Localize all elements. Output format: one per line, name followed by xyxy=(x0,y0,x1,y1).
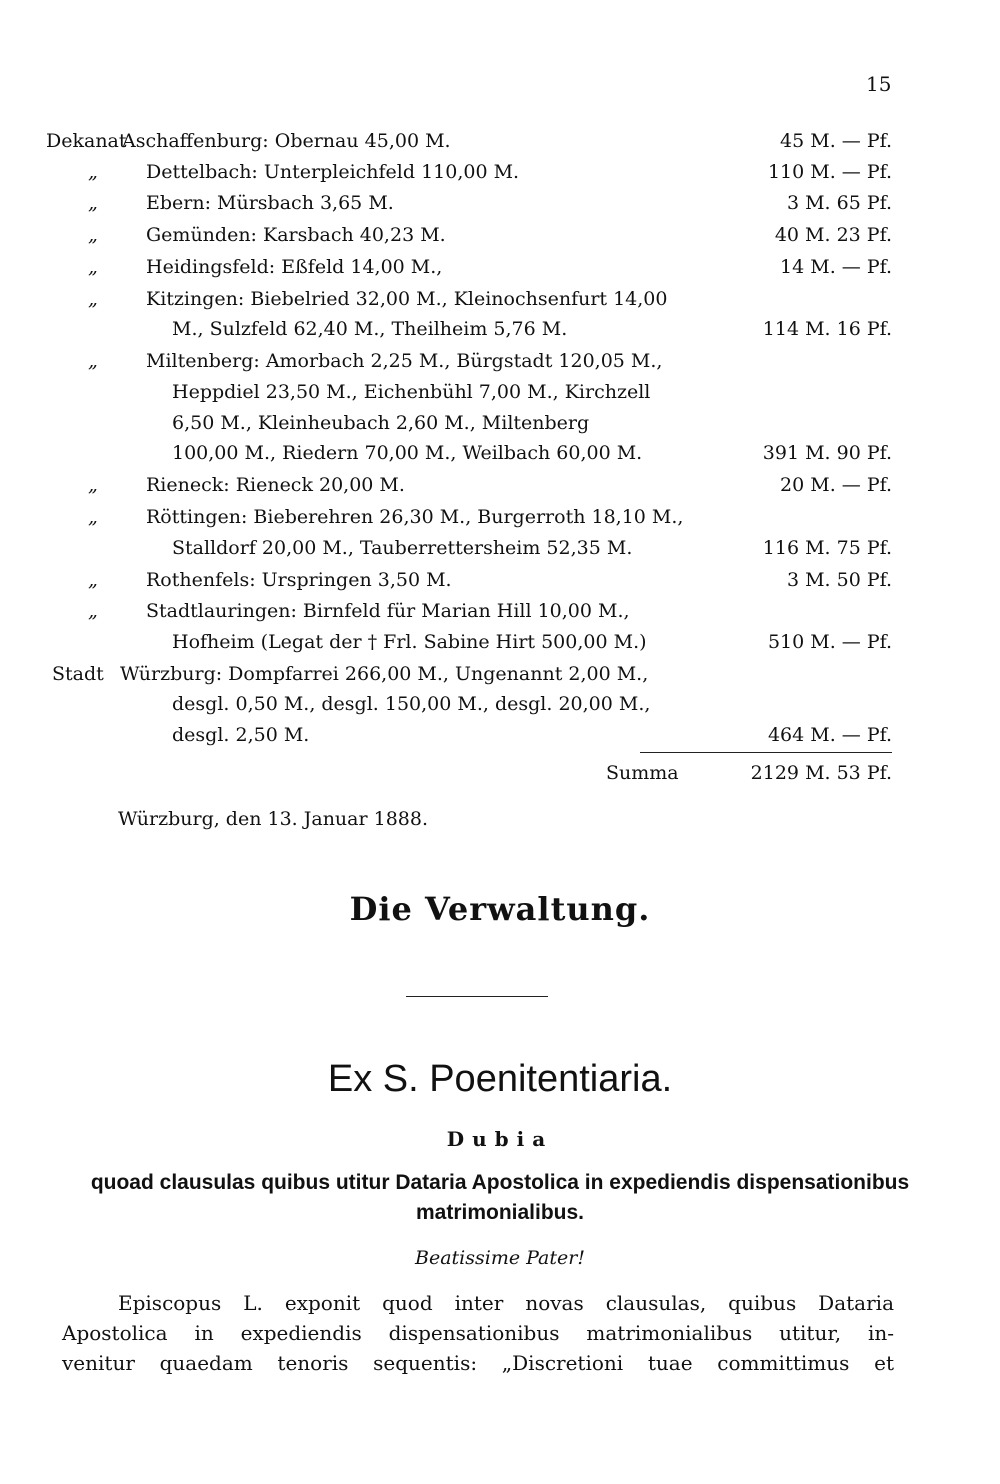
ledger-row xyxy=(0,188,1000,218)
ledger-row-entry: Rieneck: Rieneck 20,00 M. xyxy=(146,474,405,496)
section-divider xyxy=(406,996,548,997)
ledger-row-entry: Stadtlauringen: Birnfeld für Marian Hill 10,00 M., xyxy=(146,600,630,622)
ledger-row-amount: 116 M. 75 Pf. xyxy=(762,537,892,559)
ledger-row-entry: Stalldorf 20,00 M., Tauberrettersheim 52,35 M. xyxy=(172,537,633,559)
ditto-mark: „ xyxy=(88,256,98,278)
ledger-row-entry: Rothenfels: Urspringen 3,50 M. xyxy=(146,569,452,591)
ledger-row xyxy=(0,220,1000,250)
ledger-row-entry: Röttingen: Bieberehren 26,30 M., Burgerroth 18,10 M., xyxy=(146,506,684,528)
ledger-row xyxy=(0,157,1000,187)
ledger-row-entry: 100,00 M., Riedern 70,00 M., Weilbach 60,00 M. xyxy=(172,442,643,464)
ledger-row xyxy=(0,659,1000,689)
page-number: 15 xyxy=(866,72,892,96)
ledger-row-entry: 6,50 M., Kleinheubach 2,60 M., Miltenberg xyxy=(172,412,590,434)
ledger-row-amount: 20 M. — Pf. xyxy=(780,474,892,496)
ledger-row-entry: Gemünden: Karsbach 40,23 M. xyxy=(146,224,446,246)
ledger-row-entry: Heppdiel 23,50 M., Eichenbühl 7,00 M., Kirchzell xyxy=(172,381,651,403)
ledger-row xyxy=(0,596,1000,626)
ledger-row-amount: 510 M. — Pf. xyxy=(767,631,892,653)
ledger-row-amount: 464 M. — Pf. xyxy=(767,724,892,746)
ledger-row xyxy=(0,565,1000,595)
ledger-row-amount: 3 M. 65 Pf. xyxy=(786,192,892,214)
ledger-row-amount: 3 M. 50 Pf. xyxy=(786,569,892,591)
ditto-mark: „ xyxy=(88,350,98,372)
ledger-row xyxy=(0,346,1000,376)
salutation: Beatissime Pater! xyxy=(415,1247,585,1269)
ledger-row-entry: Würzburg: Dompfarrei 266,00 M., Ungenannt 2,00 M., xyxy=(120,663,649,685)
ledger-row-label: Stadt xyxy=(52,663,104,685)
ditto-mark: „ xyxy=(88,288,98,310)
ledger-row-label: Dekanat xyxy=(46,130,127,152)
subtitle: quoad clausulas quibus utitur Dataria Apostolica in expediendis dispensationibus matrimonialibus. xyxy=(90,1171,910,1224)
ledger-row-amount: 391 M. 90 Pf. xyxy=(762,442,892,464)
sum-row xyxy=(0,758,1000,788)
ledger-row-entry: Ebern: Mürsbach 3,65 M. xyxy=(146,192,394,214)
section-heading: Ex S. Poenitentiaria. xyxy=(327,1058,673,1100)
ledger-row xyxy=(0,252,1000,282)
ditto-mark: „ xyxy=(88,161,98,183)
ditto-mark: „ xyxy=(88,506,98,528)
ditto-mark: „ xyxy=(88,600,98,622)
ledger-row-entry: desgl. 0,50 M., desgl. 150,00 M., desgl. 20,00 M., xyxy=(172,693,651,715)
ledger-row-amount: 45 M. — Pf. xyxy=(780,130,892,152)
ledger-row xyxy=(0,438,1000,468)
ledger-row xyxy=(0,720,1000,750)
ledger-row xyxy=(0,533,1000,563)
ledger-row-amount: 110 M. — Pf. xyxy=(767,161,892,183)
ledger-row-entry: Dettelbach: Unterpleichfeld 110,00 M. xyxy=(146,161,520,183)
ledger-row xyxy=(0,502,1000,532)
ledger-row-entry: Miltenberg: Amorbach 2,25 M., Bürgstadt 120,05 M., xyxy=(146,350,663,372)
ditto-mark: „ xyxy=(88,224,98,246)
ledger-row-entry: Kitzingen: Biebelried 32,00 M., Kleinochsenfurt 14,00 xyxy=(146,288,668,310)
ledger-row-amount: 14 M. — Pf. xyxy=(780,256,892,278)
body-line: Apostolica in expediendis dispensationibus matrimonialibus utitur, in- xyxy=(62,1321,894,1345)
sum-rule xyxy=(640,752,892,753)
dateline: Würzburg, den 13. Januar 1888. xyxy=(118,808,429,830)
ledger-row-entry: desgl. 2,50 M. xyxy=(172,724,310,746)
ledger-row-entry: M., Sulzfeld 62,40 M., Theilheim 5,76 M. xyxy=(172,318,568,340)
ledger-row xyxy=(0,470,1000,500)
ditto-mark: „ xyxy=(88,569,98,591)
ledger-row-entry: Hofheim (Legat der † Frl. Sabine Hirt 500,00 M.) xyxy=(172,631,647,653)
ditto-mark: „ xyxy=(88,192,98,214)
ledger-row xyxy=(0,689,1000,719)
body-text xyxy=(62,1288,894,1378)
ledger-row xyxy=(0,314,1000,344)
sum-label: Summa xyxy=(606,762,679,784)
ledger-row xyxy=(0,284,1000,314)
ledger-row-amount: 40 M. 23 Pf. xyxy=(774,224,892,246)
ledger-row-entry: Aschaffenburg: Obernau 45,00 M. xyxy=(122,130,451,152)
signature: Die Verwaltung. xyxy=(349,890,651,928)
body-line: Episcopus L. exponit quod inter novas clausulas, quibus Dataria xyxy=(118,1291,894,1315)
ledger-row xyxy=(0,627,1000,657)
ditto-mark: „ xyxy=(88,474,98,496)
sum-amount: 2129 M. 53 Pf. xyxy=(750,762,892,784)
ledger-row-entry: Heidingsfeld: Eßfeld 14,00 M., xyxy=(146,256,443,278)
body-line: venitur quaedam tenoris sequentis: „Discretioni tuae committimus et xyxy=(62,1351,894,1375)
ledger-row-amount: 114 M. 16 Pf. xyxy=(762,318,892,340)
ledger-row xyxy=(0,377,1000,407)
ledger-row xyxy=(0,408,1000,438)
ledger-row xyxy=(0,126,1000,156)
dubia-heading: Dubia xyxy=(446,1127,554,1151)
